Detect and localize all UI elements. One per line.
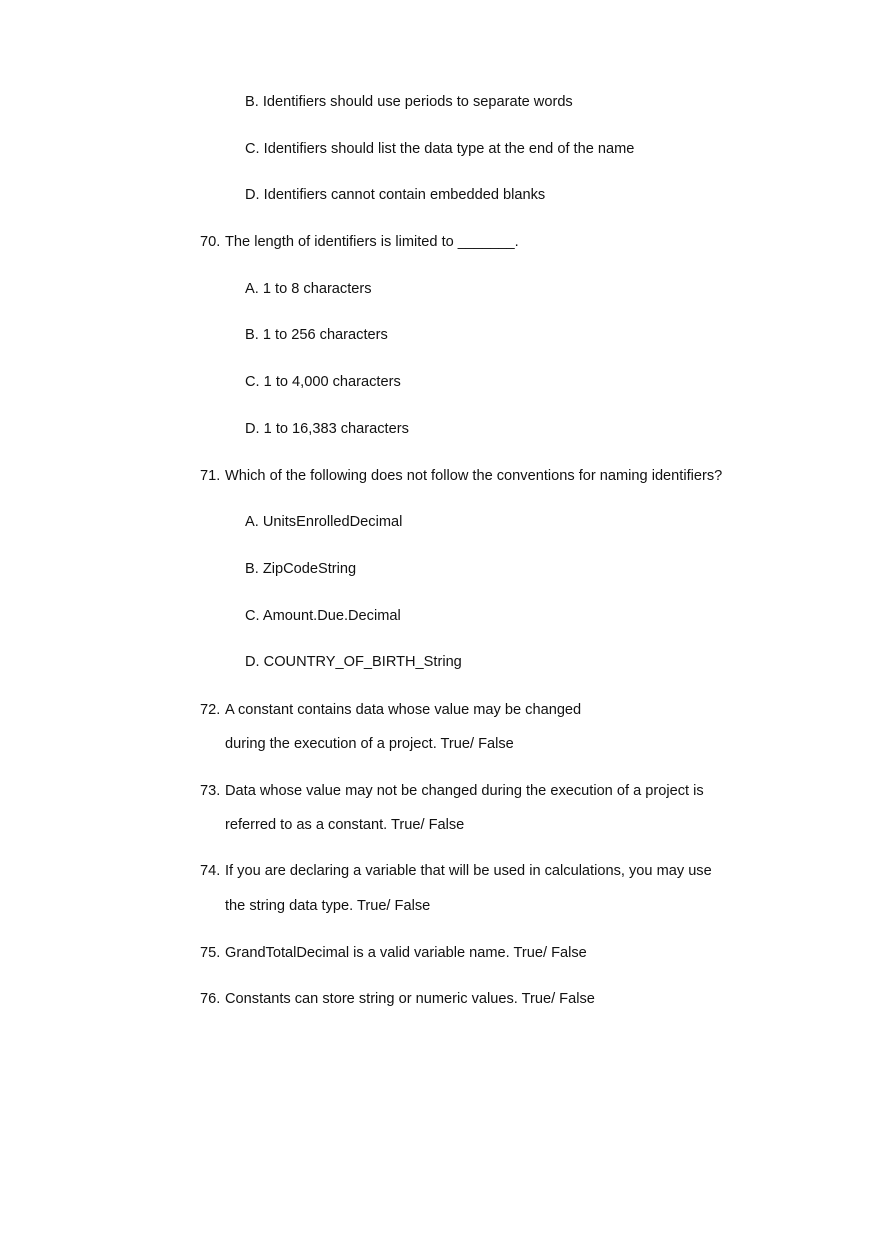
q69-option-c: C. Identifiers should list the data type at the end of the name — [245, 141, 635, 157]
q71-option-b: B. ZipCodeString — [245, 561, 357, 577]
q70-text: The length of identifiers is limited to _______. — [225, 234, 519, 250]
q73-number: 73. — [200, 783, 221, 799]
q72-line1: A constant contains data whose value may be changed — [225, 702, 582, 718]
q70-option-c: C. 1 to 4,000 characters — [245, 374, 401, 390]
q71-option-d: D. COUNTRY_OF_BIRTH_String — [245, 654, 462, 670]
q71-text: Which of the following does not follow the conventions for naming identifiers? — [225, 468, 723, 484]
q71-option-a: A. UnitsEnrolledDecimal — [245, 514, 403, 530]
q69-option-b: B. Identifiers should use periods to separate words — [245, 94, 573, 110]
q73-line1: Data whose value may not be changed during the execution of a project is — [225, 783, 704, 799]
q69-option-d: D. Identifiers cannot contain embedded blanks — [245, 187, 546, 203]
q76-number: 76. — [200, 991, 221, 1007]
q74-line2: the string data type. True/ False — [225, 898, 431, 914]
q74-number: 74. — [200, 863, 221, 879]
q70-option-b: B. 1 to 256 characters — [245, 327, 388, 343]
q72-line2: during the execution of a project. True/ False — [225, 736, 514, 752]
q71-option-c: C. Amount.Due.Decimal — [245, 608, 401, 624]
q74-line1: If you are declaring a variable that will be used in calculations, you may use — [225, 863, 712, 879]
q72-number: 72. — [200, 702, 221, 718]
q70-option-d: D. 1 to 16,383 characters — [245, 421, 409, 437]
q76-text: Constants can store string or numeric values. True/ False — [225, 991, 595, 1007]
q75-text: GrandTotalDecimal is a valid variable name. True/ False — [225, 945, 587, 961]
q73-line2: referred to as a constant. True/ False — [225, 817, 465, 833]
q70-option-a: A. 1 to 8 characters — [245, 281, 372, 297]
q70-number: 70. — [200, 234, 221, 250]
q75-number: 75. — [200, 945, 221, 961]
q71-number: 71. — [200, 468, 221, 484]
